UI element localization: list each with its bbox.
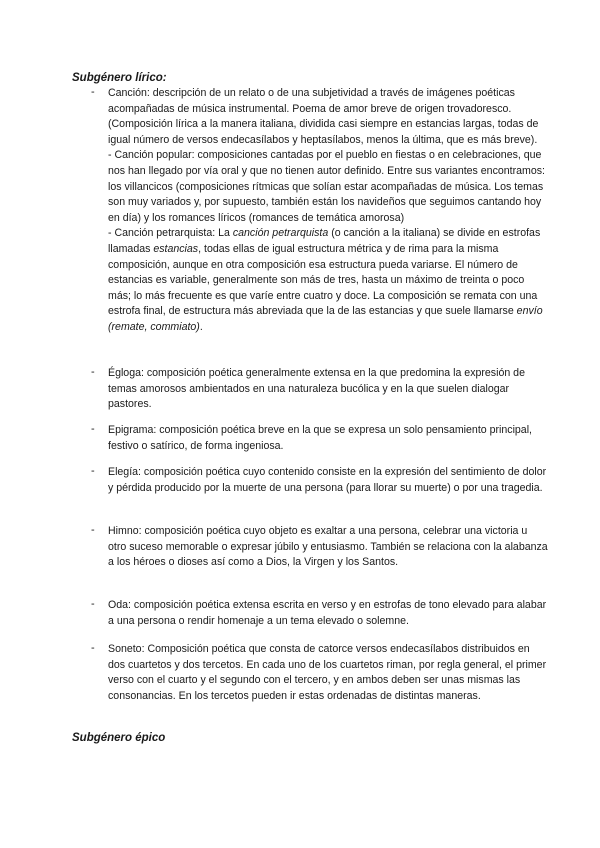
entry-epigrama: Epigrama: composición poética breve en la que se expresa un solo pensamiento principal, festivo o satírico, de forma ingeniosa. <box>108 424 532 452</box>
text-run: . <box>199 320 203 333</box>
text-run: - Canción petrarquista: La <box>108 227 233 240</box>
list-dash: - <box>91 366 95 378</box>
emphasis-text: estancias <box>153 242 199 255</box>
entry-egloga: Égloga: composición poética generalmente extensa en la que predomina la expresión de temas amorosos ambientados en una naturaleza bucólica y en la que suelen dialogar pastores. <box>108 367 525 411</box>
entry-himno: Himno: composición poética cuyo objeto es exaltar a una persona, celebrar una victoria u otro suceso memorable o expresar júbilo y entusiasmo. También se relaciona con la alabanza a los héroes o dioses así como a Dios, la Virgen y los Santos. <box>108 525 548 569</box>
entry-elegia: Elegía: composición poética cuyo contenido consiste en la expresión del sentimiento de dolor y pérdida producido por la muerte de una persona (para llorar su muerte) o por una tragedia. <box>108 466 547 494</box>
emphasis-text: envío (remate, commiato) <box>108 305 543 333</box>
list-dash: - <box>91 598 95 610</box>
entry-cancion <box>108 86 548 336</box>
list-dash: - <box>91 423 95 435</box>
cancion-petrarquista <box>108 226 548 335</box>
epic-subgenre-heading: Subgénero épico <box>72 732 166 744</box>
list-dash: - <box>91 642 95 654</box>
entry-oda: Oda: composición poética extensa escrita en verso y en estrofas de tono elevado para alabar a una persona o rendir homenaje a un tema elevado o solemne. <box>108 599 547 627</box>
lyric-subgenre-heading: Subgénero lírico: <box>72 72 167 84</box>
list-dash: - <box>91 524 95 536</box>
text-run: (o canción a la italiana) se divide en estrofas llamadas <box>108 227 541 255</box>
text-run: , todas ellas de igual estructura métrica y de rima para la misma composición, aunque en otra composición esa estructura pueda variarse. El número de estancias es variable, generalmente son más de tres, hasta un máximo de treinta o poco más; lo más frecuente es que varíe entre cuatro y doce. La composición se remata con una estrofa final, de estructura más abreviada que la de las estancias y que suele llamarse <box>108 242 538 318</box>
cancion-intro: Canción: descripción de un relato o de una subjetividad a través de imágenes poéticas acompañadas de música instrumental. Poema de amor breve de origen trovadoresco. (Composición lírica a la manera italiana, dividida casi siempre en estancias largas, todas de igual número de versos endecasílabos y heptasílabos, menos la última, que es más breve). <box>108 87 539 146</box>
list-dash: - <box>91 465 95 477</box>
list-dash: - <box>91 86 95 98</box>
cancion-popular: - Canción popular: composiciones cantadas por el pueblo en fiestas o en celebraciones, que nos han llegado por vía oral y que no tienen autor definido. Entre sus variantes encontramos: los villancicos (composiciones rítmicas que solían estar acompañadas de música. Los temas son muy variados y, por supuesto, también están los navideños que seguimos cantando hoy en día) y los romances líricos (romances de temática amorosa) <box>108 149 545 224</box>
emphasis-text: canción petrarquista <box>232 227 329 240</box>
entry-soneto: Soneto: Composición poética que consta de catorce versos endecasílabos distribuidos en dos cuartetos y dos tercetos. En cada uno de los cuartetos riman, por regla general, el primer verso con el cuarto y el segundo con el tercero, y en ambos deben ser unas mismas las consonancias. En los tercetos pueden ir estas ordenadas de distintas maneras. <box>108 643 547 702</box>
